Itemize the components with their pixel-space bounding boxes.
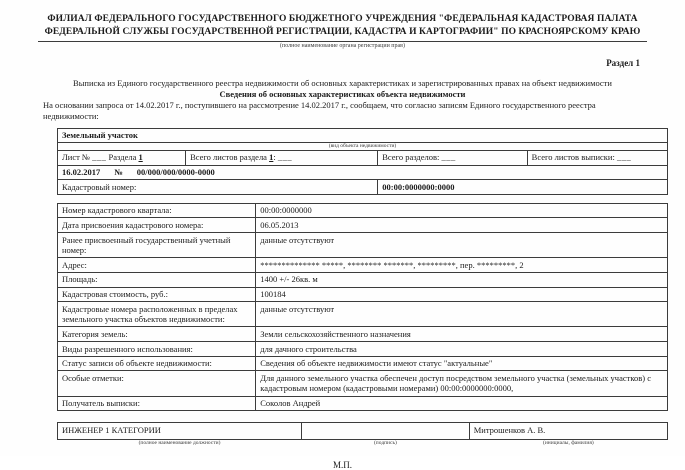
- total-sections-label: Всего разделов:: [382, 152, 440, 163]
- request-basis-text: На основании запроса от 14.02.2017 г., поступившего на рассмотрение 14.02.2017 г., сообщаем, что согласно записям Единого государственного реестра недвижимости:: [43, 99, 596, 121]
- row-value: ************** *****, ******** *******, *********, пер. *********, 2: [256, 258, 668, 273]
- row-label: Площадь:: [58, 272, 256, 287]
- row-label: Адрес:: [58, 258, 256, 273]
- object-type-caption-row: [58, 143, 668, 151]
- row-value: Для данного земельного участка обеспечен доступ посредством земельного участка (земельных участков) с кадастровым номером (кадастровыми номерами) 00:00:0000000:0000,: [256, 371, 668, 396]
- name-caption: (инициалы, фамилия): [543, 440, 594, 447]
- number-sign: №: [114, 167, 123, 178]
- row-label: Особые отметки:: [58, 371, 256, 396]
- object-type-row: [58, 128, 668, 143]
- row-value: 00:00:0000000: [256, 203, 668, 218]
- total-sheets-cell: [527, 150, 667, 165]
- extract-title: Выписка из Единого государственного реестра недвижимости об основных характеристиках и зарегистрированных правах на объект недвижимости: [73, 77, 612, 88]
- total-sheets-label: Всего листов выписки:: [531, 152, 615, 163]
- object-details-table: [57, 203, 668, 411]
- section-number-value: 1: [138, 152, 143, 163]
- signature-row: [58, 423, 668, 440]
- cadastral-number-label: Кадастровый номер:: [58, 180, 378, 195]
- org-name-caption: (полное наименование органа регистрации прав): [279, 42, 406, 49]
- row-label: Статус записи об объекте недвижимости:: [58, 356, 256, 371]
- signature-block: [57, 422, 668, 447]
- row-label: Кадастровые номера расположенных в пределах земельного участка объектов недвижимости:: [58, 302, 256, 327]
- table-row: [58, 218, 668, 233]
- row-label: Кадастровая стоимость, руб.:: [58, 287, 256, 302]
- sheet-counters-row: [58, 150, 668, 165]
- row-label: Виды разрешенного использования:: [58, 342, 256, 357]
- table-row: [58, 272, 668, 287]
- org-header: [0, 0, 685, 49]
- sheet-number-label: Лист №: [62, 152, 91, 163]
- row-label: Категория земель:: [58, 327, 256, 342]
- extract-number: 00/000/000/0000-0000: [136, 167, 215, 178]
- object-info-table: [57, 128, 668, 195]
- row-value: 06.05.2013: [256, 218, 668, 233]
- extract-subtitle: Сведения об основных характеристиках объекта недвижимости: [219, 88, 466, 99]
- cadastral-number-row: [58, 180, 668, 195]
- extract-date: 16.02.2017: [62, 167, 101, 178]
- row-label: Дата присвоения кадастрового номера:: [58, 218, 256, 233]
- table-row: [58, 258, 668, 273]
- table-row: [58, 302, 668, 327]
- section-word-label: Раздела: [108, 152, 137, 163]
- sheets-in-section-label: Всего листов раздела: [190, 152, 267, 163]
- sheets-in-section-number: 1: [269, 152, 274, 163]
- total-sections-cell: [378, 150, 527, 165]
- signature-captions-row: [58, 440, 668, 447]
- row-label: Номер кадастрового квартала:: [58, 203, 256, 218]
- sheets-in-section-blank: ___: [277, 152, 293, 163]
- row-value: Соколов Андрей: [256, 396, 668, 411]
- signer-name: Митрошенков А. В.: [469, 423, 667, 440]
- total-sheets-blank: ___: [616, 152, 632, 163]
- org-name: ФИЛИАЛ ФЕДЕРАЛЬНОГО ГОСУДАРСТВЕННОГО БЮДЖЕТНОГО УЧРЕЖДЕНИЯ "ФЕДЕРАЛЬНАЯ КАДАСТРОВАЯ ПАЛАТА ФЕДЕРАЛЬНОЙ СЛУЖБЫ ГОСУДАРСТВЕННОЙ РЕГИСТРАЦИИ, КАДАСТРА И КАРТОГРАФИИ" ПО КРАСНОЯРСКОМУ КРАЮ: [44, 14, 641, 37]
- signature-space: [302, 423, 470, 440]
- table-row: [58, 342, 668, 357]
- row-value: данные отсутствуют: [256, 302, 668, 327]
- extract-date-number-row: [58, 165, 668, 180]
- org-name-rule: [38, 40, 647, 42]
- sheet-number-cell: [58, 150, 186, 165]
- object-type-label: Земельный участок: [58, 128, 668, 143]
- table-row: [58, 327, 668, 342]
- stamp-place-label: М.П.: [332, 459, 352, 470]
- row-value: 1400 +/- 26кв. м: [256, 272, 668, 287]
- cadastral-number-value: 00:00:0000000:0000: [378, 180, 668, 195]
- row-value: Сведения об объекте недвижимости имеют статус "актуальные": [256, 356, 668, 371]
- sheet-number-blank: ___: [92, 152, 107, 163]
- position-caption: (полное наименование должности): [138, 440, 221, 447]
- sheets-in-section-colon: :: [273, 152, 276, 163]
- table-row: [58, 233, 668, 258]
- table-row: [58, 287, 668, 302]
- table-row: [58, 396, 668, 411]
- sign-caption: (подпись): [373, 440, 397, 447]
- total-sections-blank: ___: [441, 152, 456, 163]
- signer-position: ИНЖЕНЕР 1 КАТЕГОРИИ: [58, 423, 302, 440]
- row-label: Получатель выписки:: [58, 396, 256, 411]
- object-type-caption: (вид объекта недвижимости): [58, 143, 668, 151]
- row-value: Земли сельскохозяйственного назначения: [256, 327, 668, 342]
- row-value: данные отсутствуют: [256, 233, 668, 258]
- extract-date-number-cell: [58, 165, 668, 180]
- sheets-in-section-cell: [186, 150, 378, 165]
- row-label: Ранее присвоенный государственный учетный номер:: [58, 233, 256, 258]
- table-row: [58, 203, 668, 218]
- table-row: [58, 371, 668, 396]
- table-row: [58, 356, 668, 371]
- row-value: 100184: [256, 287, 668, 302]
- row-value: для дачного строительства: [256, 342, 668, 357]
- section-label: Раздел 1: [606, 57, 640, 68]
